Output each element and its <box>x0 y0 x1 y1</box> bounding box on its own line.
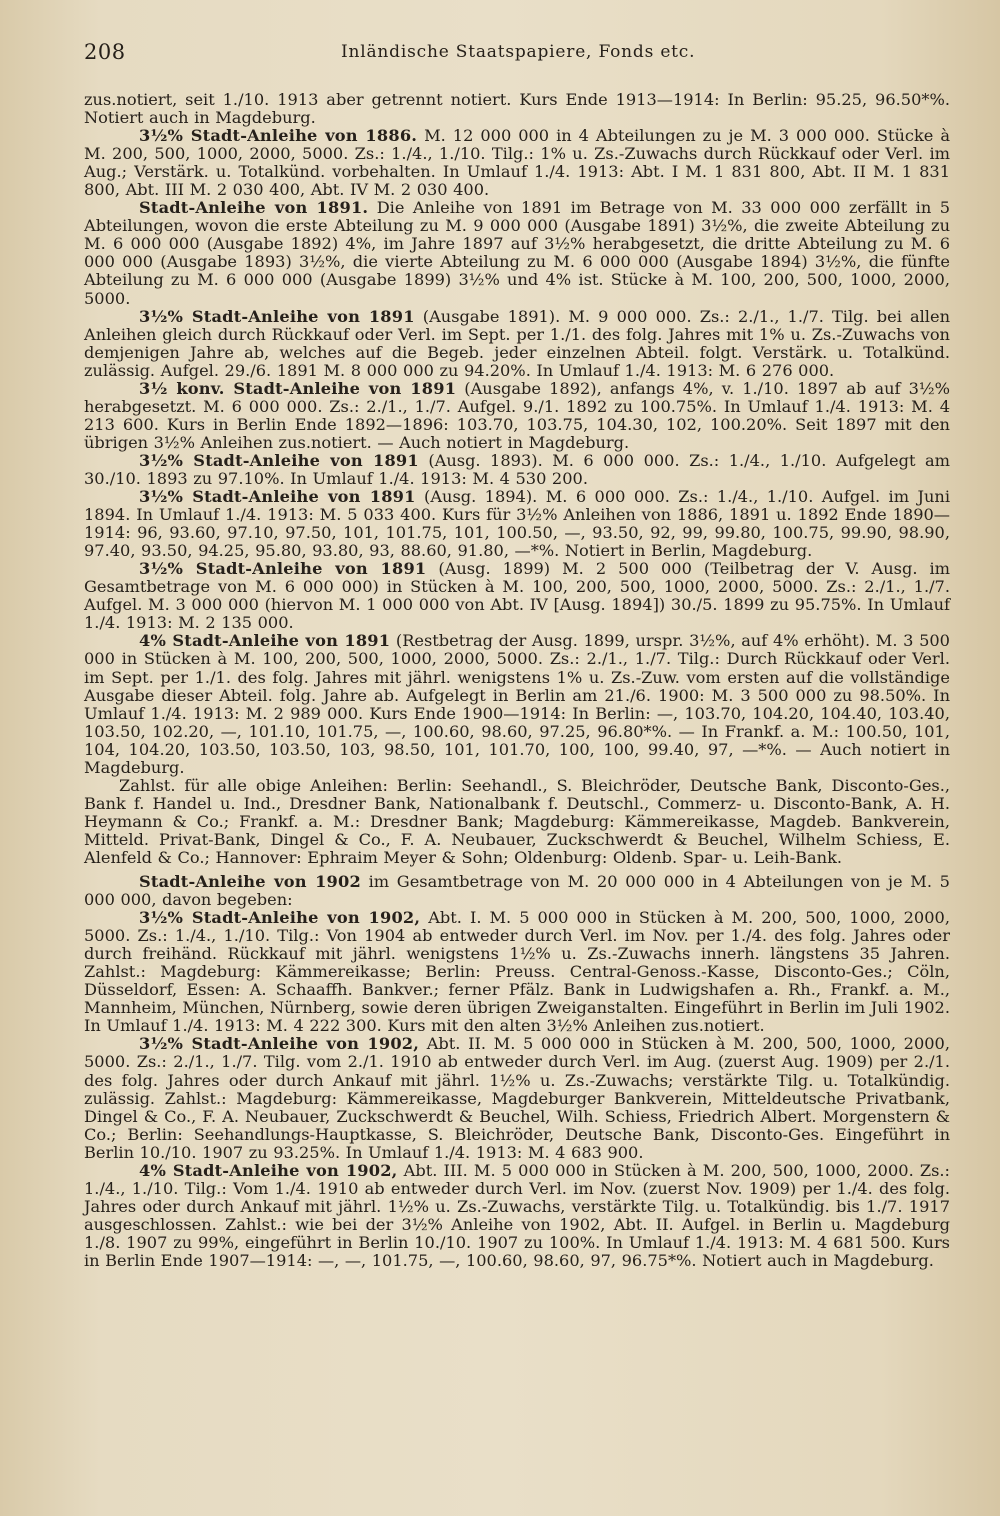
paragraph <box>84 199 950 307</box>
bond-heading: 3½% Stadt-Anleihe von 1886. <box>139 126 418 146</box>
paragraph-text: Abt. I. M. 5 000 000 in Stücken à M. 200, 500, 1000, 2000, 5000. Zs.: 1./4., 1./10. Tilg.: Von 1904 ab entweder durch Verl. im Nov. per 1./4. des folg. Jahres oder durch freihänd. Rückkauf mit jährl. wenigstens 1½% u. Zs.-Zuwachs innerh. längstens 35 Jahren. Zahlst.: Magdeburg: Kämmereikasse; Berlin: Preuss. Central-Genoss.-Kasse, Disconto-Ges.; Cöln, Düsseldorf, Essen: A. Schaaffh. Bankver.; ferner Pfälz. Bank in Ludwigshafen a. Rh., Frankf. a. M., Mannheim, München, Nürnberg, sowie deren übrigen Zweiganstalten. Eingeführt in Berlin im Juli 1902. In Umlauf 1./4. 1913: M. 4 222 300. Kurs mit den alten 3½% Anleihen zus.notiert. <box>84 908 950 1036</box>
bond-heading: 3½% Stadt-Anleihe von 1891 <box>139 450 419 470</box>
page-number: 208 <box>84 40 126 64</box>
paragraph <box>84 560 950 632</box>
bond-heading: 3½% Stadt-Anleihe von 1891 <box>139 487 416 507</box>
paragraph-text: Abt. II. M. 5 000 000 in Stücken à M. 200, 500, 1000, 2000, 5000. Zs.: 2./1., 1./7. Tilg. vom 2./1. 1910 ab entweder durch Verl. im Aug. (zuerst Aug. 1909) per 2./1. des folg. Jahres oder durch Ankauf mit jährl. 1½% u. Zs.-Zuwachs; verstärkte Tilg. u. Totalkündig. zulässig. Zahlst.: Magdeburg: Kämmereikasse, Magdeburger Bankverein, Mitteldeutsche Privatbank, Dingel & Co., F. A. Neubauer, Zuckschwerdt & Beuchel, Wilh. Schiess, Friedrich Albert. Morgenstern & Co.; Berlin: Seehandlungs-Hauptkasse, S. Bleichröder, Deutsche Bank, Disconto-Ges. Eingeführt in Berlin 10./10. 1907 zu 93.25%. In Umlauf 1./4. 1913: M. 4 683 900. <box>84 1034 950 1162</box>
paragraph-text: im Gesamtbetrage von M. 20 000 000 in 4 Abteilungen von je M. 5 000 000, davon begeben: <box>84 872 950 910</box>
paragraph <box>84 909 950 1035</box>
bond-heading: 3½% Stadt-Anleihe von 1891 <box>139 559 427 579</box>
bond-heading: Stadt-Anleihe von 1902 <box>139 872 361 892</box>
paragraph <box>84 91 950 127</box>
paragraph <box>84 488 950 560</box>
paragraph <box>84 632 950 776</box>
paragraph <box>84 308 950 380</box>
paragraph-text: (Ausg. 1894). M. 6 000 000. Zs.: 1./4., 1./10. Aufgel. im Juni 1894. In Umlauf 1./4. 1913: M. 5 033 400. Kurs für 3½% Anleihen von 1886, 1891 u. 1892 Ende 1890—1914: 96, 93.60, 97.10, 97.50, 101, 101.75, 101, 100.50, —, 93.50, 92, 99, 99.80, 100.75, 99.90, 98.90, 97.40, 93.50, 94.25, 95.80, 93.80, 93, 88.60, 91.80, —*%. Notiert in Berlin, Magdeburg. <box>84 487 951 561</box>
bond-heading: 3½ konv. Stadt-Anleihe von 1891 <box>139 378 457 398</box>
bond-heading: 3½% Stadt-Anleihe von 1891 <box>139 306 415 326</box>
body-text <box>84 91 950 1270</box>
paragraph-text: (Restbetrag der Ausg. 1899, urspr. 3½%, auf 4% erhöht). M. 3 500 000 in Stücken à M. 100, 200, 500, 1000, 2000, 5000. Zs.: 2./1., 1./7. Tilg.: Durch Rückkauf oder Verl. im Sept. per 1./1. des folg. Jahres mit jährl. wenigstens 1% u. Zs.-Zuw. vom ersten auf die vollständige Ausgabe dieser Abteil. folg. Jahre ab. Aufgelegt in Berlin am 21./6. 1900: M. 3 500 000 zu 98.50%. In Umlauf 1./4. 1913: M. 2 989 000. Kurs Ende 1900—1914: In Berlin: —, 103.70, 104.20, 104.40, 103.40, 103.50, 102.20, —, 101.10, 101.75, —, 100.60, 98.60, 97.25, 96.80*%. — In Frankf. a. M.: 100.50, 101, 104, 104.20, 103.50, 103.50, 103, 98.50, 101, 101.70, 100, 100, 99.40, 97, —*%. — Auch notiert in Magdeburg. <box>84 631 950 777</box>
paragraph-text: M. 12 000 000 in 4 Abteilungen zu je M. 3 000 000. Stücke à M. 200, 500, 1000, 2000, 5000. Zs.: 1./4., 1./10. Tilg.: 1% u. Zs.-Zuwachs durch Rückkauf oder Verl. im Aug.; Verstärk. u. Totalkünd. vorbehalten. In Umlauf 1./4. 1913: Abt. I M. 1 831 800, Abt. II M. 1 831 800, Abt. III M. 2 030 400, Abt. IV M. 2 030 400. <box>84 126 950 200</box>
paragraph <box>84 1035 950 1161</box>
paragraph <box>84 380 950 452</box>
paragraph <box>84 777 950 867</box>
paragraph-text: zus.notiert, seit 1./10. 1913 aber getrennt notiert. Kurs Ende 1913—1914: In Berlin: 95.25, 96.50*%. Notiert auch in Magdeburg. <box>84 90 950 128</box>
paragraph-text: (Ausg. 1899) M. 2 500 000 (Teilbetrag der V. Ausg. im Gesamtbetrage von M. 6 000 000) in Stücken à M. 100, 200, 500, 1000, 2000, 5000. Zs.: 2./1., 1./7. Aufgel. M. 3 000 000 (hiervon M. 1 000 000 von Abt. IV [Ausg. 1894]) 30./5. 1899 zu 95.75%. In Umlauf 1./4. 1913: M. 2 135 000. <box>84 559 950 633</box>
paragraph-text: (Ausg. 1893). M. 6 000 000. Zs.: 1./4., 1./10. Aufgelegt am 30./10. 1893 zu 97.10%. In Umlauf 1./4. 1913: M. 4 530 200. <box>84 450 950 488</box>
bond-heading: 4% Stadt-Anleihe von 1902, <box>139 1160 398 1180</box>
paragraph <box>84 452 950 488</box>
paragraph-text: Zahlst. für alle obige Anleihen: Berlin: Seehandl., S. Bleichröder, Deutsche Bank, Disconto-Ges., Bank f. Handel u. Ind., Dresdner Bank, Nationalbank f. Deutschl., Commerz- u. Disconto-Bank, A. H. Heymann & Co.; Frankf. a. M.: Dresdner Bank; Magdeburg: Kämmereikasse, Magdeb. Bankverein, Mitteld. Privat-Bank, Dingel & Co., F. A. Neubauer, Zuckschwerdt & Beuchel, Wilhelm Schiess, E. Alenfeld & Co.; Hannover: Ephraim Meyer & Sohn; Oldenburg: Oldenb. Spar- u. Leih-Bank. <box>84 775 950 867</box>
paragraph-text: Die Anleihe von 1891 im Betrage von M. 33 000 000 zerfällt in 5 Abteilungen, wovon die erste Abteilung zu M. 9 000 000 (Ausgabe 1891) 3½%, die zweite Abteilung zu M. 6 000 000 (Ausgabe 1892) 4%, im Jahre 1897 auf 3½% herabgesetzt, die dritte Abteilung zu M. 6 000 000 (Ausgabe 1893) 3½%, die vierte Abteilung zu M. 6 000 000 (Ausgabe 1894) 3½%, die fünfte Abteilung zu M. 6 000 000 (Ausgabe 1899) 3½% und 4% ist. Stücke à M. 100, 200, 500, 1000, 2000, 5000. <box>84 198 950 308</box>
bond-heading: 3½% Stadt-Anleihe von 1902, <box>139 1034 420 1054</box>
bond-heading: 4% Stadt-Anleihe von 1891 <box>139 631 391 651</box>
paragraph-text: (Ausgabe 1891). M. 9 000 000. Zs.: 2./1., 1./7. Tilg. bei allen Anleihen gleich durch Rückkauf oder Verl. im Sept. per 1./1. des folg. Jahres mit 1% u. Zs.-Zuwachs von demjenigen Jahre ab, welches auf die Begeb. jeder einzelnen Abteil. folgt. Verstärk. u. Totalkünd. zulässig. Aufgel. 29./6. 1891 M. 8 000 000 zu 94.20%. In Umlauf 1./4. 1913: M. 6 276 000. <box>84 306 950 380</box>
paragraph <box>84 1162 950 1270</box>
paragraph <box>84 873 950 909</box>
paragraph-text: (Ausgabe 1892), anfangs 4%, v. 1./10. 1897 ab auf 3½% herabgesetzt. M. 6 000 000. Zs.: 2./1., 1./7. Aufgel. 9./1. 1892 zu 100.75%. In Umlauf 1./4. 1913: M. 4 213 600. Kurs in Berlin Ende 1892—1896: 103.70, 103.75, 104.30, 102, 100.20%. Seit 1897 mit den übrigen 3½% Anleihen zus.notiert. — Auch notiert in Magdeburg. <box>84 378 950 452</box>
paragraph <box>84 127 950 199</box>
bond-heading: Stadt-Anleihe von 1891. <box>139 198 369 218</box>
paragraph-text: Abt. III. M. 5 000 000 in Stücken à M. 200, 500, 1000, 2000. Zs.: 1./4., 1./10. Tilg.: Vom 1./4. 1910 ab entweder durch Verl. im Nov. (zuerst Nov. 1909) per 1./4. des folg. Jahres oder durch Ankauf mit jährl. 1½% u. Zs.-Zuwachs, verstärkte Tilg. u. Totalkündig. bis 1./7. 1917 ausgeschlossen. Zahlst.: wie bei der 3½% Anleihe von 1902, Abt. II. Aufgel. in Berlin u. Magdeburg 1./8. 1907 zu 99%, eingeführt in Berlin 10./10. 1907 zu 100%. In Umlauf 1./4. 1913: M. 4 681 500. Kurs in Berlin Ende 1907—1914: —, —, 101.75, —, 100.60, 98.60, 97, 96.75*%. Notiert auch in Magdeburg. <box>84 1160 950 1270</box>
running-title: Inländische Staatspapiere, Fonds etc. <box>341 42 696 62</box>
page-header <box>84 40 950 72</box>
bond-heading: 3½% Stadt-Anleihe von 1902, <box>139 908 421 928</box>
